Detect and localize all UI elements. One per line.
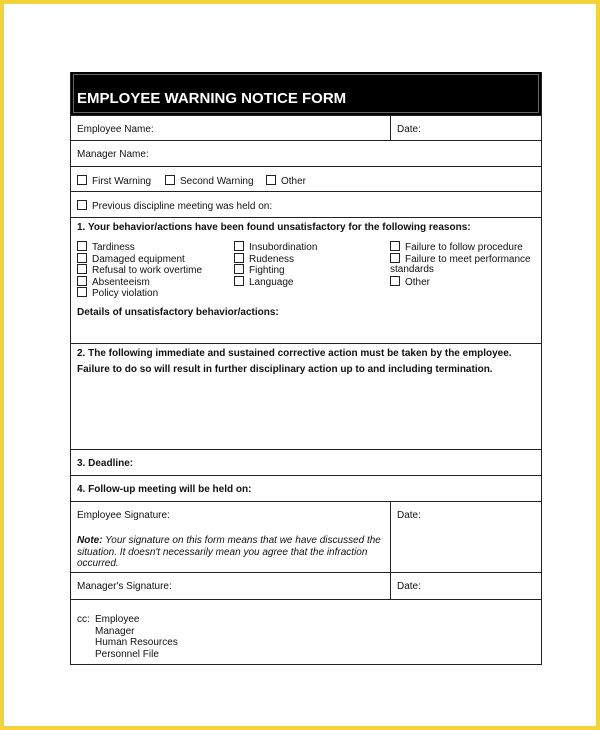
first-warning-label: First Warning xyxy=(92,176,152,187)
absenteeism-checkbox[interactable] xyxy=(77,276,87,286)
reason-failure-procedure[interactable] xyxy=(390,241,523,253)
warning-type-row xyxy=(71,166,541,191)
employee-signature-field[interactable] xyxy=(71,502,390,572)
cc-item-employee: Employee xyxy=(95,614,140,625)
date-label: Date: xyxy=(397,124,421,135)
reason-tardiness[interactable] xyxy=(77,241,135,253)
employee-signature-date-label: Date: xyxy=(397,510,421,521)
section1-row xyxy=(71,217,541,343)
cc-list xyxy=(77,614,178,660)
insubordination-label: Insubordination xyxy=(249,242,318,253)
tardiness-label: Tardiness xyxy=(92,242,135,253)
reason-damaged-equipment[interactable] xyxy=(77,253,185,265)
previous-meeting-row xyxy=(71,191,541,217)
cc-label: cc: xyxy=(77,614,90,625)
damaged-equipment-label: Damaged equipment xyxy=(92,253,185,265)
manager-signature-date-label: Date: xyxy=(397,581,421,592)
reason-insubordination[interactable] xyxy=(234,241,317,253)
second-warning-label: Second Warning xyxy=(180,176,254,187)
rudeness-checkbox[interactable] xyxy=(234,253,244,263)
reason-rudeness[interactable] xyxy=(234,253,294,265)
reason-policy-violation[interactable] xyxy=(77,287,158,299)
reason-refusal-overtime[interactable] xyxy=(77,264,202,276)
fighting-checkbox[interactable] xyxy=(234,264,244,274)
absenteeism-label: Absenteeism xyxy=(92,276,150,288)
other-reason-checkbox[interactable] xyxy=(390,276,400,286)
employee-signature-label: Employee Signature: xyxy=(77,510,170,521)
cc-item-personnel-file: Personnel File xyxy=(95,648,159,660)
section2-row[interactable] xyxy=(71,343,541,449)
fighting-label: Fighting xyxy=(249,265,285,276)
reason-language[interactable] xyxy=(234,276,294,288)
other-warning-label: Other xyxy=(281,176,307,187)
previous-meeting-checkbox[interactable] xyxy=(77,200,87,210)
reason-other[interactable] xyxy=(390,276,430,288)
manager-signature-row xyxy=(71,572,541,599)
signature-note xyxy=(77,535,387,570)
manager-signature-date-field[interactable] xyxy=(390,573,541,599)
employee-name-label: Employee Name: xyxy=(77,124,154,135)
employee-name-field[interactable] xyxy=(71,116,390,140)
policy-violation-checkbox[interactable] xyxy=(77,287,87,297)
reason-failure-performance[interactable] xyxy=(390,253,531,265)
failure-performance-checkbox[interactable] xyxy=(390,253,400,263)
section2-line1: 2. The following immediate and sustained corrective action must be taken by the employee. xyxy=(77,348,512,359)
follow-up-label: 4. Follow-up meeting will be held on: xyxy=(77,484,252,495)
previous-meeting-label: Previous discipline meeting was held on: xyxy=(92,201,273,212)
damaged-equipment-checkbox[interactable] xyxy=(77,253,87,263)
employee-signature-date-field[interactable] xyxy=(390,502,541,572)
other-warning-checkbox[interactable] xyxy=(266,175,276,185)
section2-line2: Failure to do so will result in further disciplinary action up to and including termination. xyxy=(77,364,493,375)
failure-procedure-checkbox[interactable] xyxy=(390,241,400,251)
reason-fighting[interactable] xyxy=(234,264,285,276)
manager-name-row[interactable] xyxy=(71,140,541,166)
previous-meeting-option[interactable] xyxy=(77,200,272,212)
rudeness-label: Rudeness xyxy=(249,253,295,265)
second-warning-option[interactable] xyxy=(165,175,254,187)
cc-item-human-resources: Human Resources xyxy=(95,637,178,648)
reason-absenteeism[interactable] xyxy=(77,276,150,288)
second-warning-checkbox[interactable] xyxy=(165,175,175,185)
refusal-overtime-label: Refusal to work overtime xyxy=(92,265,203,276)
other-warning-option[interactable] xyxy=(266,175,306,187)
refusal-overtime-checkbox[interactable] xyxy=(77,264,87,274)
language-label: Language xyxy=(249,276,294,288)
deadline-row[interactable] xyxy=(71,449,541,475)
warning-notice-form xyxy=(70,72,542,665)
tardiness-checkbox[interactable] xyxy=(77,241,87,251)
manager-name-label: Manager Name: xyxy=(77,149,149,160)
note-text: Your signature on this form means that we have discussed the situation. It doesn't necessarily mean you agree that the infraction occurred. xyxy=(77,535,381,569)
deadline-label: 3. Deadline: xyxy=(77,458,134,469)
failure-performance-label-cont: standards xyxy=(390,264,434,275)
manager-signature-label: Manager's Signature: xyxy=(77,581,172,592)
first-warning-option[interactable] xyxy=(77,175,151,187)
failure-procedure-label: Failure to follow procedure xyxy=(405,242,523,253)
employee-signature-row xyxy=(71,501,541,572)
insubordination-checkbox[interactable] xyxy=(234,241,244,251)
cc-row xyxy=(71,599,541,664)
details-label: Details of unsatisfactory behavior/actions: xyxy=(77,307,279,318)
cc-line-employee xyxy=(77,614,178,626)
form-title: EMPLOYEE WARNING NOTICE FORM xyxy=(77,90,347,107)
other-reason-label: Other xyxy=(405,276,431,288)
form-title-bar xyxy=(71,72,541,115)
manager-signature-field[interactable] xyxy=(71,573,390,599)
language-checkbox[interactable] xyxy=(234,276,244,286)
failure-performance-label: Failure to meet performance xyxy=(405,253,531,265)
employee-name-row xyxy=(71,115,541,140)
first-warning-checkbox[interactable] xyxy=(77,175,87,185)
policy-violation-label: Policy violation xyxy=(92,288,159,299)
follow-up-row[interactable] xyxy=(71,475,541,501)
section1-heading: 1. Your behavior/actions have been found unsatisfactory for the following reasons: xyxy=(77,222,471,233)
date-field[interactable] xyxy=(390,116,541,140)
cc-item-manager: Manager xyxy=(95,625,135,637)
note-label: Note: xyxy=(77,535,103,546)
